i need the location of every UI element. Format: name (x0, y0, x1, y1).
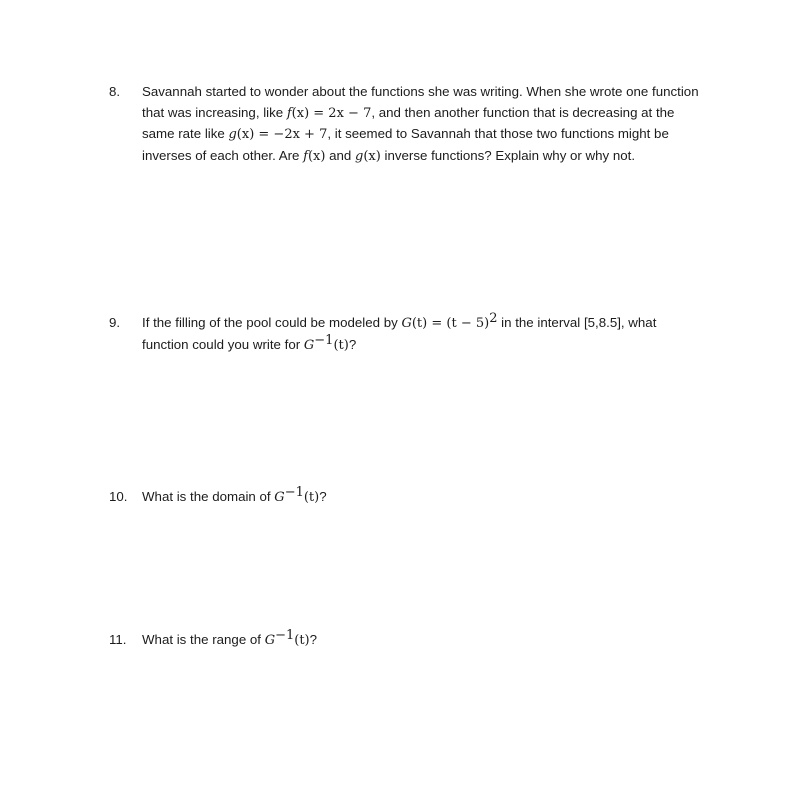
question-text (142, 487, 719, 509)
math-symbol: G (264, 633, 276, 648)
text-run: What is the domain of (142, 489, 275, 504)
math-exponent: −1 (284, 485, 304, 500)
text-run: same rate like (142, 126, 229, 141)
text-run: function could you write for (142, 336, 304, 352)
math-symbol: f (303, 148, 308, 164)
text-run: inverse functions? Explain why or why not. (380, 147, 636, 163)
question-number: 11. (109, 632, 127, 647)
math-expression: (x) (363, 148, 381, 164)
question-text (142, 82, 719, 167)
text-run: in the interval [5,8.5], what (497, 315, 657, 330)
question-line (142, 313, 719, 335)
question-text (142, 313, 719, 356)
text-run: , it seemed to Savannah that those two functions might be (327, 126, 669, 141)
text-run: ? (348, 336, 357, 352)
math-expression: (t) (333, 337, 349, 353)
text-run: , and then another function that is decreasing at the (371, 104, 675, 120)
math-expression: (t) (294, 633, 310, 648)
math-symbol: G (401, 316, 412, 331)
math-expression: (x) (307, 148, 326, 164)
text-run: inverses of each other. Are (142, 147, 304, 163)
question-line (142, 82, 719, 103)
question-line (142, 630, 719, 652)
math-expression: (t) (303, 490, 320, 505)
question-number: 8. (109, 84, 121, 99)
math-expression: (x) = −2x + 7 (236, 127, 328, 142)
question-line (142, 487, 719, 509)
math-symbol: f (286, 105, 292, 121)
math-exponent: −1 (314, 332, 334, 348)
math-symbol: g (355, 148, 364, 164)
text-run: ? (319, 489, 327, 504)
question-8 (109, 82, 719, 167)
question-text (142, 630, 719, 652)
math-exponent: 2 (489, 311, 498, 326)
text-run: If the filling of the pool could be modeled by (142, 315, 402, 330)
question-number: 9. (109, 315, 121, 330)
question-line (142, 146, 719, 168)
question-line (142, 103, 719, 125)
text-run: and (325, 147, 356, 163)
math-symbol: G (274, 490, 285, 505)
math-symbol: g (228, 127, 237, 142)
math-expression: (t) = (t − 5) (411, 316, 490, 331)
text-run: that was increasing, like (142, 104, 287, 120)
question-11 (109, 630, 719, 652)
question-9 (109, 313, 719, 356)
math-expression: (x) = 2x − 7 (291, 105, 372, 121)
text-run: ? (309, 632, 318, 647)
text-run: Savannah started to wonder about the functions she was writing. When she wrote one function (142, 84, 699, 99)
question-10 (109, 487, 719, 509)
math-exponent: −1 (275, 628, 295, 643)
math-symbol: G (303, 337, 315, 353)
text-run: What is the range of (142, 632, 265, 647)
question-line (142, 332, 719, 357)
question-number: 10. (109, 489, 128, 504)
question-line (142, 124, 719, 146)
